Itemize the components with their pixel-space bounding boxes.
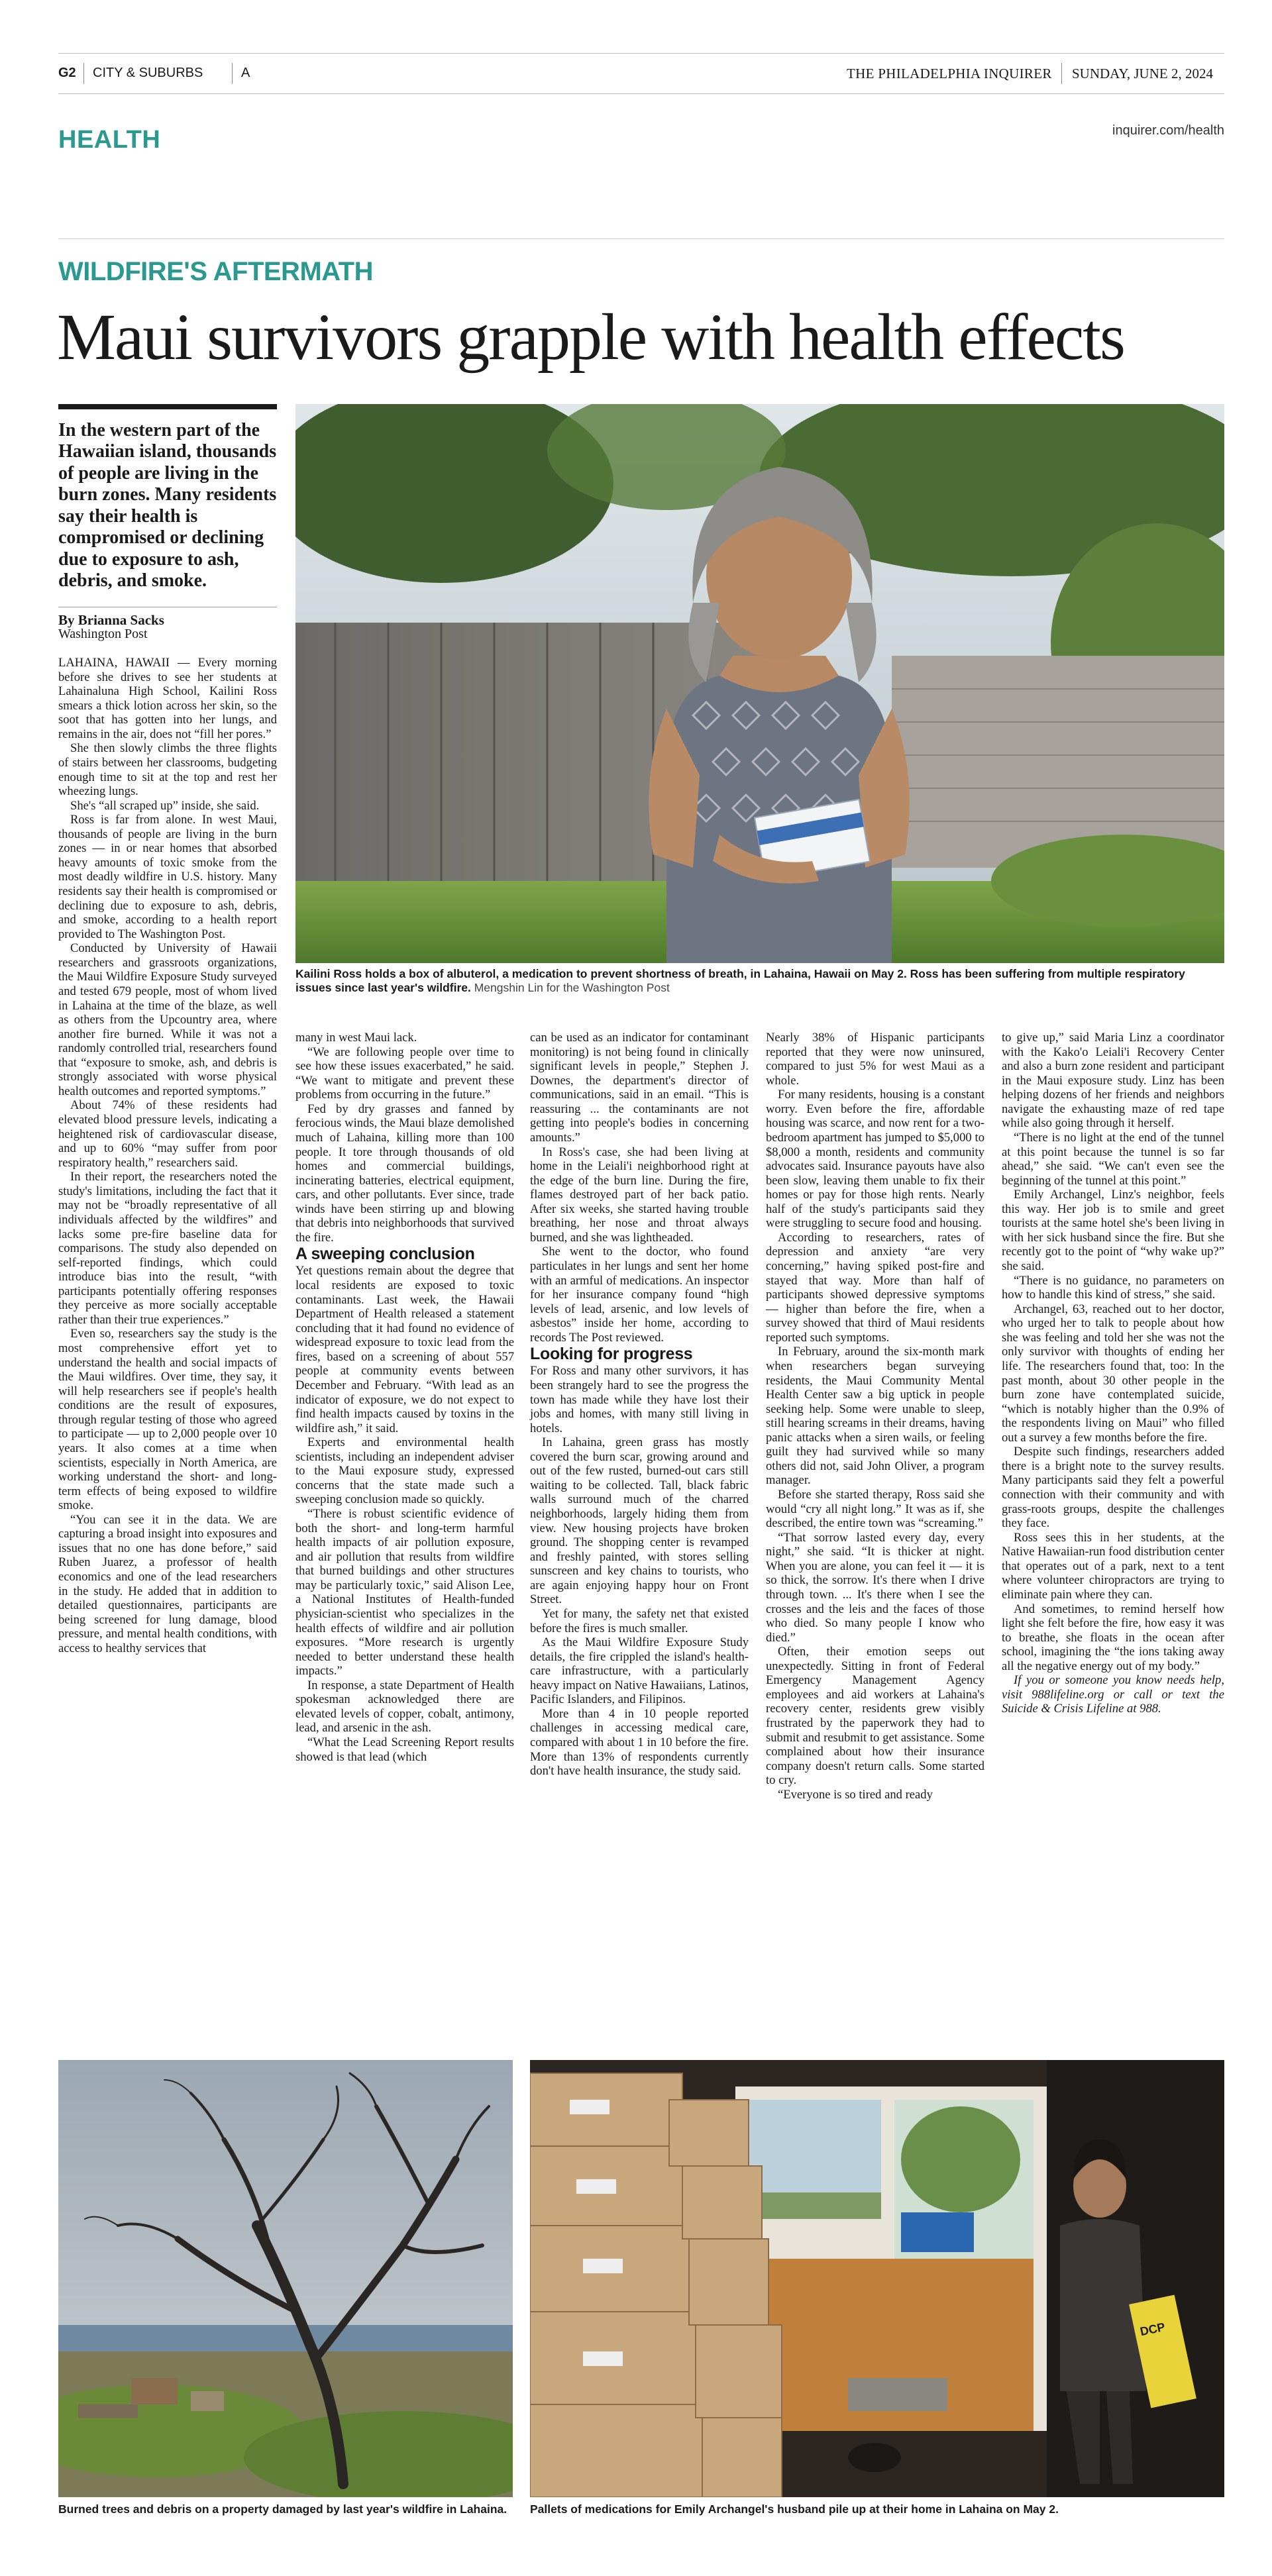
paragraph: many in west Maui lack. xyxy=(295,1031,417,1045)
paragraph: Despite such findings, researchers added there is a bright note to the survey results. Many participants said they felt a powerful connection with their community and with grass-roots groups, despite the challenges they face. xyxy=(1002,1445,1224,1531)
column-3 xyxy=(530,1031,749,1778)
section-label: HEALTH xyxy=(58,126,161,154)
divider xyxy=(58,238,1224,239)
paragraph: Ross sees this in her students, at the Native Hawaiian-run food distribution center that operates out of a park, next to a tent where volunteer chiropractors are trying to eliminate pain where they can. xyxy=(1002,1530,1224,1602)
paragraph: About 74% of these residents had elevated blood pressure levels, indicating a heightened risk of cardiovascular disease, and up to 60% “may suffer from poor respiratory health,” researchers said. xyxy=(58,1098,277,1170)
paragraph: As the Maui Wildfire Exposure Study details, the fire crippled the island's health-care infrastructure, with a particularly heavy impact on Native Hawaiians, Latinos, Pacific Islanders, and Filipinos. xyxy=(530,1635,749,1707)
publication-name: THE PHILADELPHIA INQUIRER xyxy=(847,66,1052,81)
paragraph: Often, their emotion seeps out unexpectedly. Sitting in front of Federal Emergency Management Agency employees and aid workers at Lahaina's recovery center, residents grew visibly frustrated by the paperwork they had to submit and resubmit to get assistance. Some complained about how their insurance company doesn't return calls. Some started to cry. xyxy=(766,1645,984,1788)
paragraph: In their report, the researchers noted the study's limitations, including the fact that it may not be “broadly representative of all individuals affected by the wildfires” and lacks some pre-fire baseline data for comparisons. The study also depended on self-reported findings, which could introduce bias into the result, “with participants potentially offering responses they perceive as more socially acceptable rather than their true experiences.” xyxy=(58,1170,277,1327)
burned-trees-photo xyxy=(58,2060,513,2497)
deck-rule xyxy=(58,404,277,409)
article-headline: Maui survivors grapple with health effects xyxy=(57,300,1124,374)
paragraph: She's “all scraped up” inside, she said. xyxy=(70,798,260,813)
paragraph: In Ross's case, she had been living at home in the Leiali'i neighborhood right at the edge of the burn line. During the fire, flames destroyed part of her back patio. After six weeks, she started having trouble breathing, her nose and throat always burned, and she was lightheaded. xyxy=(530,1145,749,1245)
paragraph: Yet questions remain about the degree that local residents are exposed to toxic contaminants. Last week, the Hawaii Department of Health released a statement concluding that it had found no evidence of widespread exposure to toxic lead from the fires, based on a screening of about 557 people at community events between December and February. “With lead as an indicator of exposure, we do not expect to find health impacts caused by toxins in the wildfire ash,” it said. xyxy=(295,1264,514,1435)
paragraph: “There is no guidance, no parameters on how to handle this kind of stress,” she said. xyxy=(1002,1273,1224,1302)
article-deck: In the western part of the Hawaiian island, thousands of people are living in the burn zones. Many residents say their health is compromised or declining due to exposure to ash, debris, and smoke. xyxy=(58,420,277,592)
byline-organization: Washington Post xyxy=(58,627,148,641)
paragraph: “What the Lead Screening Report results showed is that lead (which xyxy=(295,1735,514,1764)
paragraph: She went to the doctor, who found particulates in her lungs and sent her home with an armful of medications. An inspector for her insurance company found “high levels of lead, arsenic, and low levels of asbestos” inside her home, according to records The Post reviewed. xyxy=(530,1245,749,1345)
page-number: G2 xyxy=(58,66,76,80)
paragraph: For Ross and many other survivors, it has been strangely hard to see the progress the town has made while they have lost their jobs and homes, with many still living in hotels. xyxy=(530,1364,749,1435)
column-2 xyxy=(295,1031,514,1764)
edition: A xyxy=(241,66,250,80)
site-link[interactable]: inquirer.com/health xyxy=(1112,123,1224,138)
paragraph: For many residents, housing is a constant worry. Even before the fire, affordable housing was scarce, and now rent for a two-bedroom apartment has jumped to $5,000 to $8,000 a month, residents and community advocates said. Insurance payouts have also been slow, leaving them unable to fix their homes or pay for those high rents. Nearly half of the study's participants said they were struggling to secure food and housing. xyxy=(766,1088,984,1231)
caption-text: Kailini Ross holds a box of albuterol, a medication to prevent shortness of breath, in Lahaina, Hawaii on May 2. Ross has been suffering from multiple respiratory issues since last year's wildfire. xyxy=(295,967,1185,994)
paragraph: More than 4 in 10 people reported challenges in accessing medical care, compared with about 1 in 10 before the fire. More than 13% of respondents currently don't have health insurance, the study said. xyxy=(530,1706,749,1778)
paragraph: “You can see it in the data. We are capturing a broad insight into exposures and issues that no one has done before,” said Ruben Juarez, a professor of health economics and one of the lead researchers in the study. He added that in addition to detailed questionnaires, participants are being screened for lung damage, blood pressure, and mental health conditions, with access to healthy services that xyxy=(58,1512,277,1655)
paragraph: Even so, researchers say the study is the most comprehensive effort yet to understand the health and social impacts of the Maui wildfires. Over time, they say, it will help researchers see if people's health conditions are the result of exposures, through regular testing of those who agreed to participate — up to 2,000 people over 10 years. It also comes at a time when scientists, especially in North America, are working understand the short- and long-term effects of being exposed to wildfire smoke. xyxy=(58,1327,277,1513)
paragraph: Ross is far from alone. In west Maui, thousands of people are living in the burn zones — in or near homes that absorbed heavy amounts of toxic smoke from the most deadly wildfire in U.S. history. Many residents say their health is compromised or declining due to exposure to ash, debris, and smoke, according to a health report provided to The Washington Post. xyxy=(58,813,277,941)
main-photo xyxy=(295,404,1224,963)
main-photo-caption xyxy=(295,967,1224,995)
box-label: DCP xyxy=(1139,2320,1167,2339)
section-name: CITY & SUBURBS xyxy=(93,66,203,80)
paragraph: In Lahaina, green grass has mostly covered the burn scar, growing around and out of the few rusted, burned-out cars still waiting to be collected. Tall, black fabric walls surround much of the charred neighborhoods, largely hiding them from view. New housing projects have broken ground. The shopping center is revamped and freshly painted, with stores selling sunscreen and key chains to tourists, who are again enjoying happy hour on Front Street. xyxy=(530,1435,749,1607)
paragraph: “We are following people over time to see how these issues exacerbated,” he said. “We want to mitigate and prevent these problems from occurring in the future.” xyxy=(295,1045,514,1102)
paragraph: Before she started therapy, Ross said she would “cry all night long.” It was as if, she described, the entire town was “screaming.” xyxy=(766,1488,984,1531)
medication-boxes-caption: Pallets of medications for Emily Archangel's husband pile up at their home in Lahaina on May 2. xyxy=(530,2502,1059,2516)
byline: By Brianna Sacks xyxy=(58,612,164,628)
column-1 xyxy=(58,656,277,1655)
paragraph: “Everyone is so tired and ready xyxy=(778,1787,933,1802)
paragraph: can be used as an indicator for contaminant monitoring) is not being found in clinically significant levels in people,” Stephen J. Downes, the department's director of communications, said in an email. “This is reassuring ... the contaminants are not getting into people's bodies in concerning amounts.” xyxy=(530,1031,749,1145)
paragraph: Emily Archangel, Linz's neighbor, feels this way. Her job is to smile and greet tourists at the same hotel she's been living in with her sick husband since the fire. But she recently got to the point of “why wake up?” she said. xyxy=(1002,1188,1224,1273)
paragraph: “There is robust scientific evidence of both the short- and long-term harmful health impacts of air pollution exposure, and air pollution that results from wildfire that burned buildings and other structures may be particularly toxic,” said Alison Lee, a National Institutes of Health-funded physician-scientist who specializes in the health effects of wildfire and air pollution exposures. “More research is urgently needed to better understand these health impacts.” xyxy=(295,1507,514,1678)
subhead: Looking for progress xyxy=(530,1345,693,1364)
paragraph: She then slowly climbs the three flights of stairs between her classrooms, budgeting enough time to sit at the top and rest her wheezing lungs. xyxy=(58,741,277,799)
paragraph: Fed by dry grasses and fanned by ferocious winds, the Maui blaze demolished much of Lahaina, killing more than 100 people. It tore through thousands of old homes and commercial buildings, incinerating batteries, electrical equipment, cars, and other pollutants. Ever since, trade winds have been stirring up and blowing that debris into neighborhoods that survived the fire. xyxy=(295,1102,514,1245)
burned-trees-caption: Burned trees and debris on a property damaged by last year's wildfire in Lahaina. xyxy=(58,2502,507,2516)
masthead xyxy=(58,53,1224,94)
paragraph: Experts and environmental health scientists, including an independent adviser to the Maui exposure study, expressed concerns that the state made such a sweeping conclusion made so quickly. xyxy=(295,1435,514,1507)
crisis-lifeline-note: If you or someone you know needs help, visit 988lifeline.org or call or text the Suicide & Crisis Lifeline at 988. xyxy=(1002,1673,1224,1716)
paragraph: “That sorrow lasted every day, every night,” she said. “It is thicker at night. When you are alone, you can feel it — it is so thick, the sorrow. It's there when I drive through town. ... It's there when I see the crosses and the leis and the faces of those who died. So many people I know who died.” xyxy=(766,1530,984,1645)
paragraph: According to researchers, rates of depression and anxiety “are very concerning,” having spiked post-fire and stayed that way. More than half of participants showed depressive symptoms — higher than before the fire, when a survey showed that third of Maui residents reported such symptoms. xyxy=(766,1230,984,1345)
article-kicker: WILDFIRE'S AFTERMATH xyxy=(58,257,373,286)
paragraph: LAHAINA, HAWAII — Every morning before she drives to see her students at Lahainaluna High School, Kailini Ross smears a thick lotion across her skin, so the soot that has gotten into her lungs, and remains in the air, does not “fill her pores.” xyxy=(58,656,277,741)
paragraph: Nearly 38% of Hispanic participants reported that they were now uninsured, compared to just 5% for west Maui as a whole. xyxy=(766,1031,984,1088)
paragraph: And sometimes, to remind herself how light she felt before the fire, how easy it was to breathe, she floats in the ocean after school, imagining the “the ions taking away all the negative energy out of my body.” xyxy=(1002,1602,1224,1673)
subhead: A sweeping conclusion xyxy=(295,1245,475,1264)
issue-date: SUNDAY, JUNE 2, 2024 xyxy=(1072,66,1213,81)
column-4 xyxy=(766,1031,984,1802)
paragraph: to give up,” said Maria Linz a coordinator with the Kako'o Leiali'i Recovery Center and also a burn zone resident and participant in the Maui exposure study. Linz has been helping dozens of her friends and neighbors navigate the exhausting maze of red tape while also going through it herself. xyxy=(1002,1031,1224,1131)
paragraph: In February, around the six-month mark when researchers began surveying residents, the Maui Community Mental Health Center saw a big uptick in people seeking help. Some were unable to sleep, still hearing screams in their dreams, having panic attacks when a siren wails, or feeling guilt they had survived while so many others did not, said John Oliver, a program manager. xyxy=(766,1345,984,1488)
paragraph: Archangel, 63, reached out to her doctor, who urged her to talk to people about how she was feeling and told her she was not the only survivor with thoughts of ending her life. The researchers found that, too: In the past month, about 30 other people in the burn zone have contemplated suicide, “which is notably higher than the 0.9% of the respondents living on Maui” who filled out a survey a few months before the fire. xyxy=(1002,1302,1224,1445)
paragraph: Yet for many, the safety net that existed before the fires is much smaller. xyxy=(530,1606,749,1635)
paragraph: “There is no light at the end of the tunnel at this point because the tunnel is so far ahead,” she said. “We can't even see the beginning of the tunnel at this point.” xyxy=(1002,1130,1224,1188)
paragraph: In response, a state Department of Health spokesman acknowledged there are elevated levels of copper, cobalt, antimony, lead, and arsenic in the ash. xyxy=(295,1678,514,1735)
column-5 xyxy=(1002,1031,1224,1716)
photo-credit: Mengshin Lin for the Washington Post xyxy=(474,981,670,994)
paragraph: Conducted by University of Hawaii researchers and grassroots organizations, the Maui Wildfire Exposure Study surveyed and tested 679 people, most of whom lived in Lahaina at the time of the blaze, as well as others from the Upcountry area, where another fire burned. While it was not a randomly controlled trial, researchers found that “exposure to smoke, ash, and debris is strongly associated with worse physical health outcomes and reported symptoms.” xyxy=(58,941,277,1098)
medication-boxes-photo xyxy=(530,2060,1224,2497)
